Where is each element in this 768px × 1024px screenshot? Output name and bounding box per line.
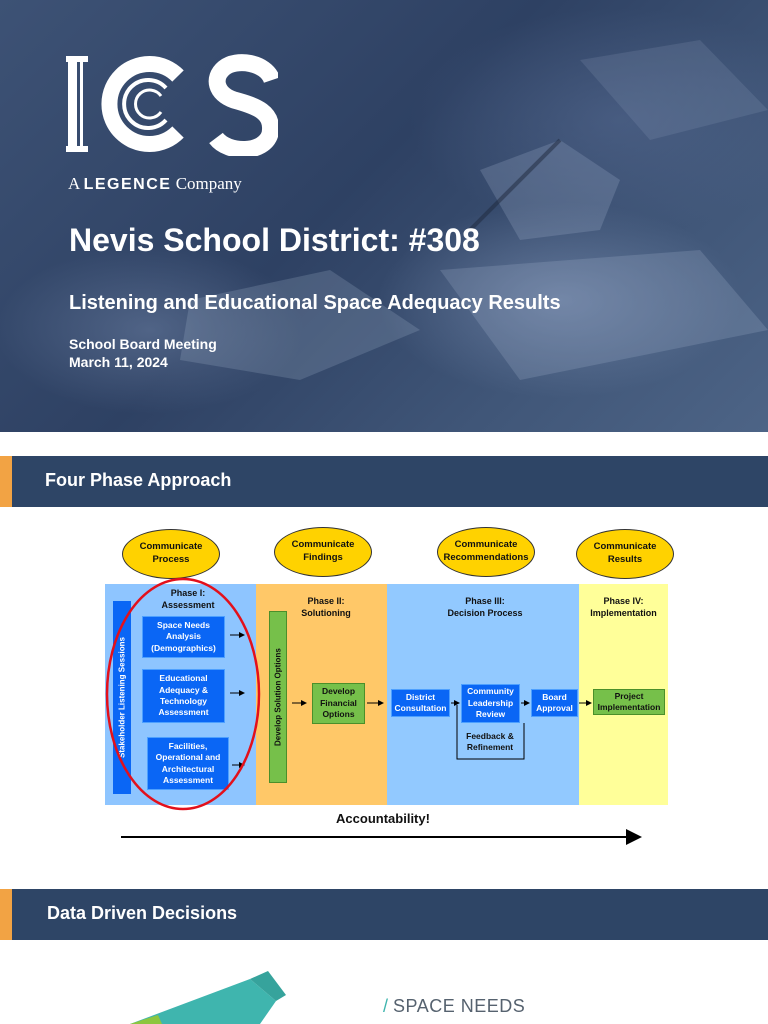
develop-solution-options-bar: Develop Solution Options xyxy=(269,611,287,783)
box-educational-adequacy: Educational Adequacy & Technology Assessment xyxy=(142,669,225,723)
stakeholder-sessions-bar: Stakeholder Listening Sessions xyxy=(113,601,131,794)
data-graphic xyxy=(100,965,320,1024)
accountability-label: Accountability! xyxy=(336,811,430,826)
phase-1-label: Phase I: Assessment xyxy=(161,588,215,611)
meeting-date: March 11, 2024 xyxy=(69,354,168,370)
oval-communicate-results: Communicate Results xyxy=(576,529,674,579)
oval-communicate-process: Communicate Process xyxy=(122,529,220,579)
page-title: Nevis School District: #308 xyxy=(69,222,480,258)
section-title: Data Driven Decisions xyxy=(47,903,238,923)
section-header-four-phase xyxy=(0,456,768,507)
oval-communicate-findings: Communicate Findings xyxy=(274,527,372,577)
box-community-review: Community Leadership Review xyxy=(461,684,520,723)
four-phase-diagram xyxy=(0,507,768,887)
meeting-label: School Board Meeting xyxy=(69,336,217,352)
box-board-approval: Board Approval xyxy=(531,689,578,717)
box-district-consultation: District Consultation xyxy=(391,689,450,717)
highlight-ellipse xyxy=(107,579,259,809)
box-financial-options: Develop Financial Options xyxy=(312,683,365,724)
diagram-connectors xyxy=(0,507,768,887)
space-needs-heading xyxy=(383,996,525,1017)
feedback-refinement-label: Feedback & Refinement xyxy=(466,731,514,753)
oval-communicate-recommendations: Communicate Recommendations xyxy=(437,527,535,577)
page-subtitle: Listening and Educational Space Adequacy Results xyxy=(69,292,561,314)
space-needs-label: SPACE NEEDS xyxy=(393,996,526,1016)
header-accent xyxy=(0,456,12,507)
section-header-data-driven xyxy=(0,889,768,940)
phase-2-label: Phase II: Solutioning xyxy=(301,596,351,619)
phase-3-label: Phase III: Decision Process xyxy=(447,596,523,619)
logo-tagline: A LEGENCE Company xyxy=(68,174,242,193)
title-slide xyxy=(0,0,768,432)
ics-logo xyxy=(66,54,278,156)
box-project-implementation: Project Implementation xyxy=(593,689,665,715)
header-accent xyxy=(0,889,12,940)
box-space-needs: Space Needs Analysis (Demographics) xyxy=(142,616,225,658)
phase-4-label: Phase IV: Implementation xyxy=(590,596,657,619)
section-title: Four Phase Approach xyxy=(45,470,232,490)
slash-accent: / xyxy=(383,996,389,1016)
box-facilities-assessment: Facilities, Operational and Architectural Assessment xyxy=(147,737,229,790)
